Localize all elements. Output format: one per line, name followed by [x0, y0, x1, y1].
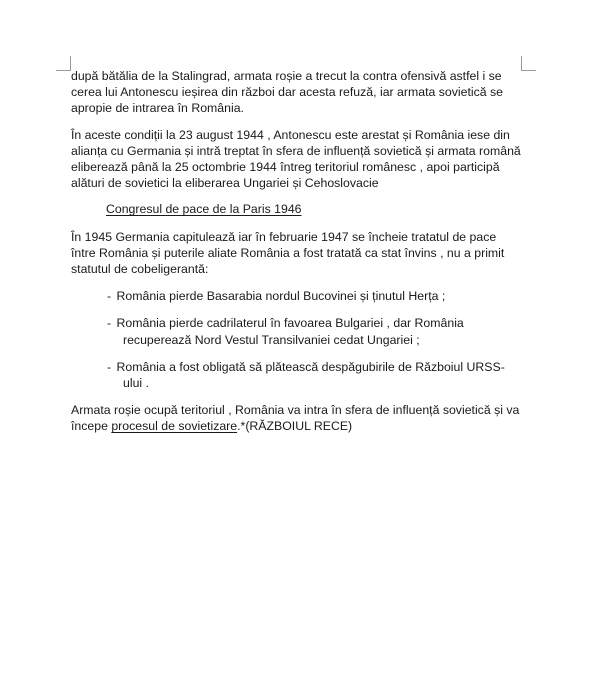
paragraph-text: Armata roșie ocupă teritoriul , România va intra în sfera de influență sovietică și va începe: [71, 403, 520, 434]
paragraph-23-august-1944: În aceste condiții la 23 august 1944 , Antonescu este arestat și România iese din alianța cu Germania și intră treptat în sfera de influență sovietică și armata română eliberează până la 25 octombrie 1944 întreg teritoriul românesc , apoi participă alături de sovietici la eliberarea Ungariei și Cehoslovacie: [71, 127, 521, 191]
list-item: [71, 315, 523, 347]
list-item-text: România a fost obligată să plătească despăgubirile de Războiul URSS-ului .: [116, 359, 505, 391]
underlined-term-sovietization: procesul de sovietizare: [111, 419, 238, 434]
list-item: [71, 288, 523, 304]
paragraph-stalingrad: după bătălia de la Stalingrad, armata roșie a trecut la contra ofensivă astfel i se cerea lui Antonescu ieșirea din război dar acesta refuză, iar armata sovietică se apropie de intrarea în România.: [71, 69, 503, 116]
page-margin-corner-top-right: [521, 56, 536, 71]
paragraph-text-end: .*(RĂZBOIUL RECE): [237, 419, 353, 434]
page-margin-corner-top-left: [56, 56, 71, 71]
list-item-text: România pierde cadrilaterul în favoarea Bulgariei , dar România recuperează Nord Vestul Transilvaniei cedat Ungariei ;: [116, 316, 464, 347]
document-body: [71, 68, 523, 435]
bullet-dash: -: [107, 289, 112, 304]
paragraph-sovietization: [71, 402, 523, 434]
paragraph-peace-treaty: În 1945 Germania capitulează iar în februarie 1947 se încheie tratatul de pace între România și puterile aliate România a fost tratată ca stat învins , nu a primit statutul de cobeligerantă:: [71, 229, 505, 277]
bullet-dash: -: [107, 316, 112, 331]
list-item: [71, 359, 523, 391]
section-heading-paris-congress: Congresul de pace de la Paris 1946: [106, 202, 302, 217]
treaty-consequences-list: [71, 288, 523, 391]
bullet-dash: -: [107, 359, 112, 374]
list-item-text: România pierde Basarabia nordul Bucovinei și ținutul Herța ;: [116, 289, 446, 304]
